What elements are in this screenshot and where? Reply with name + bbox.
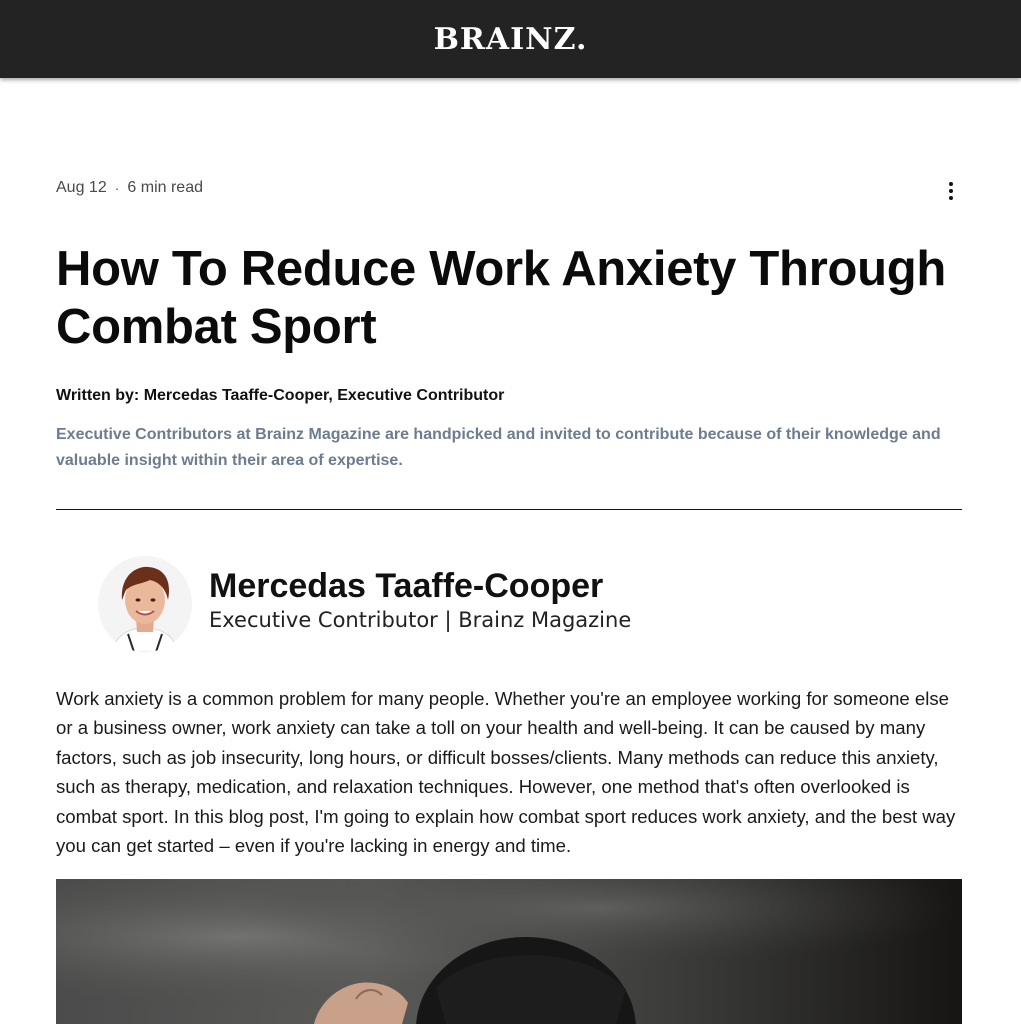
contributor-note: Executive Contributors at Brainz Magazine are handpicked and invited to contribute because of their knowledge and valuable insight within their area of expertise.	[56, 426, 941, 469]
more-vertical-icon-dot	[949, 189, 953, 193]
author-name: Mercedas Taaffe-Cooper	[209, 567, 604, 605]
author-avatar	[98, 556, 192, 652]
read-time: 6 min read	[127, 179, 203, 196]
post-title: How To Reduce Work Anxiety Through Combat Sport	[56, 242, 946, 354]
more-vertical-icon	[949, 182, 953, 186]
article-hero-image	[56, 879, 962, 1024]
post-meta	[56, 179, 203, 197]
more-vertical-icon-dot	[949, 196, 953, 200]
article-paragraph: Work anxiety is a common problem for many people. Whether you're an employee working for someone else or a business owner, work anxiety can take a toll on your health and well-being. It can be caused by many factors, such as job insecurity, long hours, or difficult bosses/clients. Many methods can reduce this anxiety, such as therapy, medication, and relaxation techniques. However, one method that's often overlooked is combat sport. In this blog post, I'm going to explain how combat sport reduces work anxiety, and the best way you can get started – even if you're lacking in energy and time.	[56, 688, 956, 857]
meta-separator: ·	[114, 180, 120, 196]
site-logo[interactable]: BRAINZ.	[433, 21, 588, 57]
section-divider	[56, 509, 962, 510]
hero-photo	[56, 879, 962, 1024]
site-header	[0, 0, 1021, 78]
author-photo	[98, 556, 192, 652]
more-actions-button[interactable]	[940, 178, 962, 204]
post-date: Aug 12	[56, 179, 107, 196]
post-byline: Written by: Mercedas Taaffe-Cooper, Executive Contributor	[56, 387, 505, 404]
author-role: Executive Contributor | Brainz Magazine	[209, 608, 632, 632]
